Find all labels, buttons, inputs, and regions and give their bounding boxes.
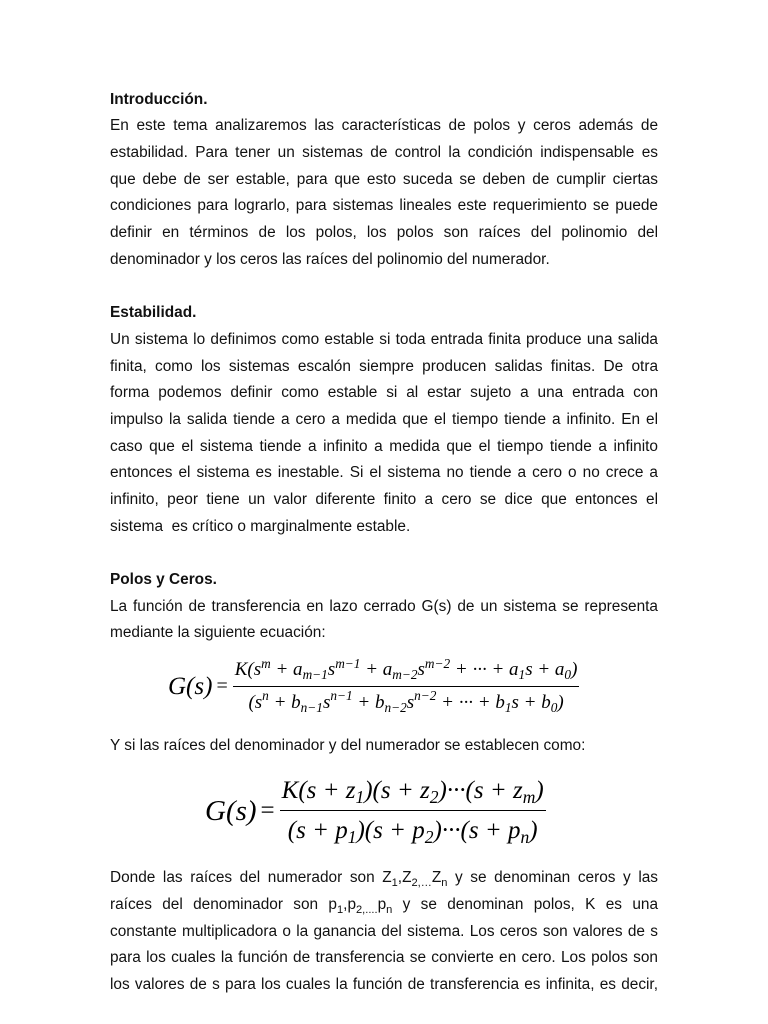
- paragraph-polos-y-ceros: [110, 594, 658, 647]
- eq-term: + b: [352, 691, 385, 713]
- paragraph-line: [110, 865, 658, 892]
- heading-introduccion: Introducción.: [110, 90, 208, 108]
- eq-term: ): [535, 776, 544, 804]
- eq-term: )(s + z: [364, 776, 430, 804]
- eq-term: (s: [248, 691, 263, 713]
- text-run: y se denominan polos, K es una: [392, 896, 658, 914]
- paragraph-line: Y si las raíces del denominador y del numerador se establecen como:: [110, 737, 586, 755]
- paragraph-line: mediante la siguiente ecuación:: [110, 624, 326, 642]
- subscript: n: [386, 903, 393, 916]
- eq-superscript: n: [262, 688, 269, 704]
- eq-subscript: n−1: [300, 699, 323, 715]
- heading-estabilidad: Estabilidad.: [110, 304, 197, 322]
- denominator: [286, 811, 540, 846]
- paragraph-estabilidad: [110, 327, 658, 541]
- eq-term: ): [529, 817, 538, 845]
- paragraph-line: condiciones para lograrlo, para sistemas lineales este requerimiento se puede: [110, 197, 658, 215]
- equation-lhs: G(s): [205, 794, 257, 827]
- paragraph-line: finita, como los sistemas escalón siempre producen salidas finitas. De otra: [110, 357, 658, 375]
- paragraph-line: impulso la salida tiende a cero a medida que el tiempo tiende a infinito. En el: [110, 410, 658, 428]
- paragraph-line: constante multiplicadora o la ganancia del sistema. Los ceros son valores de s: [110, 922, 658, 940]
- paragraph-definiciones: [110, 865, 658, 998]
- eq-subscript: 0: [550, 699, 558, 715]
- eq-superscript: m−1: [335, 655, 361, 671]
- paragraph-line: denominador y los ceros las raíces del polinomio del numerador.: [110, 250, 550, 268]
- eq-subscript: 2: [424, 827, 434, 848]
- eq-term: )···(s + z: [438, 776, 523, 804]
- eq-term: + ··· + b: [436, 691, 505, 713]
- paragraph-line: entonces el sistema es inestable. Si el sistema no tiende a cero o no crece a: [110, 464, 658, 482]
- paragraph-line: En este tema analizaremos las características de polos y ceros además de: [110, 117, 658, 135]
- eq-subscript: m: [522, 787, 536, 808]
- eq-subscript: 0: [564, 666, 572, 682]
- eq-term: s + b: [511, 691, 551, 713]
- paragraph-line: Un sistema lo definimos como estable si toda entrada finita produce una salida: [110, 330, 658, 348]
- eq-term: s: [417, 658, 425, 680]
- text-run: Donde las raíces del numerador son Z: [110, 869, 392, 887]
- paragraph-line: infinito, peor tiene un valor diferente finito a cero se dice que entonces el: [110, 490, 658, 508]
- eq-term: + a: [270, 658, 303, 680]
- eq-term: s: [327, 658, 336, 680]
- eq-subscript: n−2: [384, 699, 407, 715]
- paragraph-line: para los cuales la función de transferencia se convierte en cero. Los polos son: [110, 949, 658, 967]
- paragraph-line: definir en términos de los polos, los polos son raíces del polinomio del: [110, 224, 658, 242]
- equals-sign: =: [216, 674, 228, 697]
- eq-term: )(s + p: [356, 817, 425, 845]
- paragraph-spacer: [110, 273, 658, 300]
- equation-factored-transfer-function: [110, 760, 658, 865]
- eq-subscript: 1: [518, 666, 526, 682]
- paragraph-line: sistema es crítico o marginalmente estable.: [110, 517, 411, 535]
- paragraph-line: estabilidad. Para tener un sistemas de control la condición indispensable es: [110, 144, 658, 162]
- fraction: [280, 775, 546, 847]
- eq-term: + b: [268, 691, 301, 713]
- document-body: [110, 87, 658, 999]
- eq-superscript: n−2: [414, 688, 437, 704]
- paragraph-line: caso que el sistema tiende a infinito a medida que el tiempo tiende a infinito: [110, 437, 658, 455]
- subscript: 1: [337, 903, 344, 916]
- equation: [205, 775, 546, 847]
- paragraph-line: los valores de s para los cuales la función de transferencia es infinita, es decir,: [110, 976, 658, 994]
- text-run: raíces del denominador son p: [110, 896, 337, 914]
- eq-subscript: 2: [429, 787, 439, 808]
- eq-term: s + a: [525, 658, 565, 680]
- eq-term: s: [322, 691, 331, 713]
- equals-sign: =: [260, 797, 275, 825]
- eq-subscript: 1: [504, 699, 512, 715]
- fraction: [233, 655, 580, 715]
- eq-subscript: m−2: [392, 666, 418, 682]
- paragraph-spacer: [110, 540, 658, 567]
- equation-lhs: G(s): [168, 672, 213, 700]
- eq-term: + a: [360, 658, 393, 680]
- subscript: 2,…: [411, 876, 432, 889]
- eq-subscript: 1: [355, 787, 365, 808]
- eq-term: + ··· + a: [450, 658, 519, 680]
- subscript: n: [441, 876, 448, 889]
- paragraph-line: La función de transferencia en lazo cerrado G(s) de un sistema se representa: [110, 597, 658, 615]
- numerator: [233, 655, 580, 686]
- text-run: ,Z: [397, 869, 412, 887]
- eq-superscript: n−1: [330, 688, 353, 704]
- denominator: [246, 687, 565, 715]
- subscript: 1: [391, 876, 398, 889]
- paragraph-line: que debe de ser estable, para que esto suceda se deben de cumplir ciertas: [110, 170, 658, 188]
- paragraph-line: forma podemos definir como estable si al estar sujeto a una entrada con: [110, 384, 658, 402]
- eq-term: s: [406, 691, 415, 713]
- text-run: ,p: [343, 896, 357, 914]
- text-run: p: [377, 896, 387, 914]
- eq-subscript: n: [520, 827, 530, 848]
- eq-term: (s + p: [287, 817, 348, 845]
- subscript: 2,....: [356, 903, 378, 916]
- equation-closed-loop-transfer-function: [110, 647, 658, 733]
- paragraph-line: [110, 892, 658, 919]
- eq-subscript: m−1: [302, 666, 328, 682]
- eq-term: ): [571, 658, 578, 680]
- eq-term: )···(s + p: [433, 817, 521, 845]
- text-run: y se denominan ceros y las: [447, 869, 658, 887]
- eq-subscript: 1: [347, 827, 357, 848]
- paragraph-introduccion: [110, 113, 658, 273]
- heading-polos-y-ceros: Polos y Ceros.: [110, 571, 217, 589]
- numerator: [280, 775, 546, 810]
- eq-term: ): [557, 691, 564, 713]
- eq-superscript: m−2: [424, 655, 451, 671]
- equation: [168, 655, 579, 715]
- eq-term: K(s + z: [281, 776, 356, 804]
- text-run: Z: [431, 869, 442, 887]
- eq-term: K(s: [234, 658, 262, 680]
- eq-superscript: m: [261, 655, 271, 671]
